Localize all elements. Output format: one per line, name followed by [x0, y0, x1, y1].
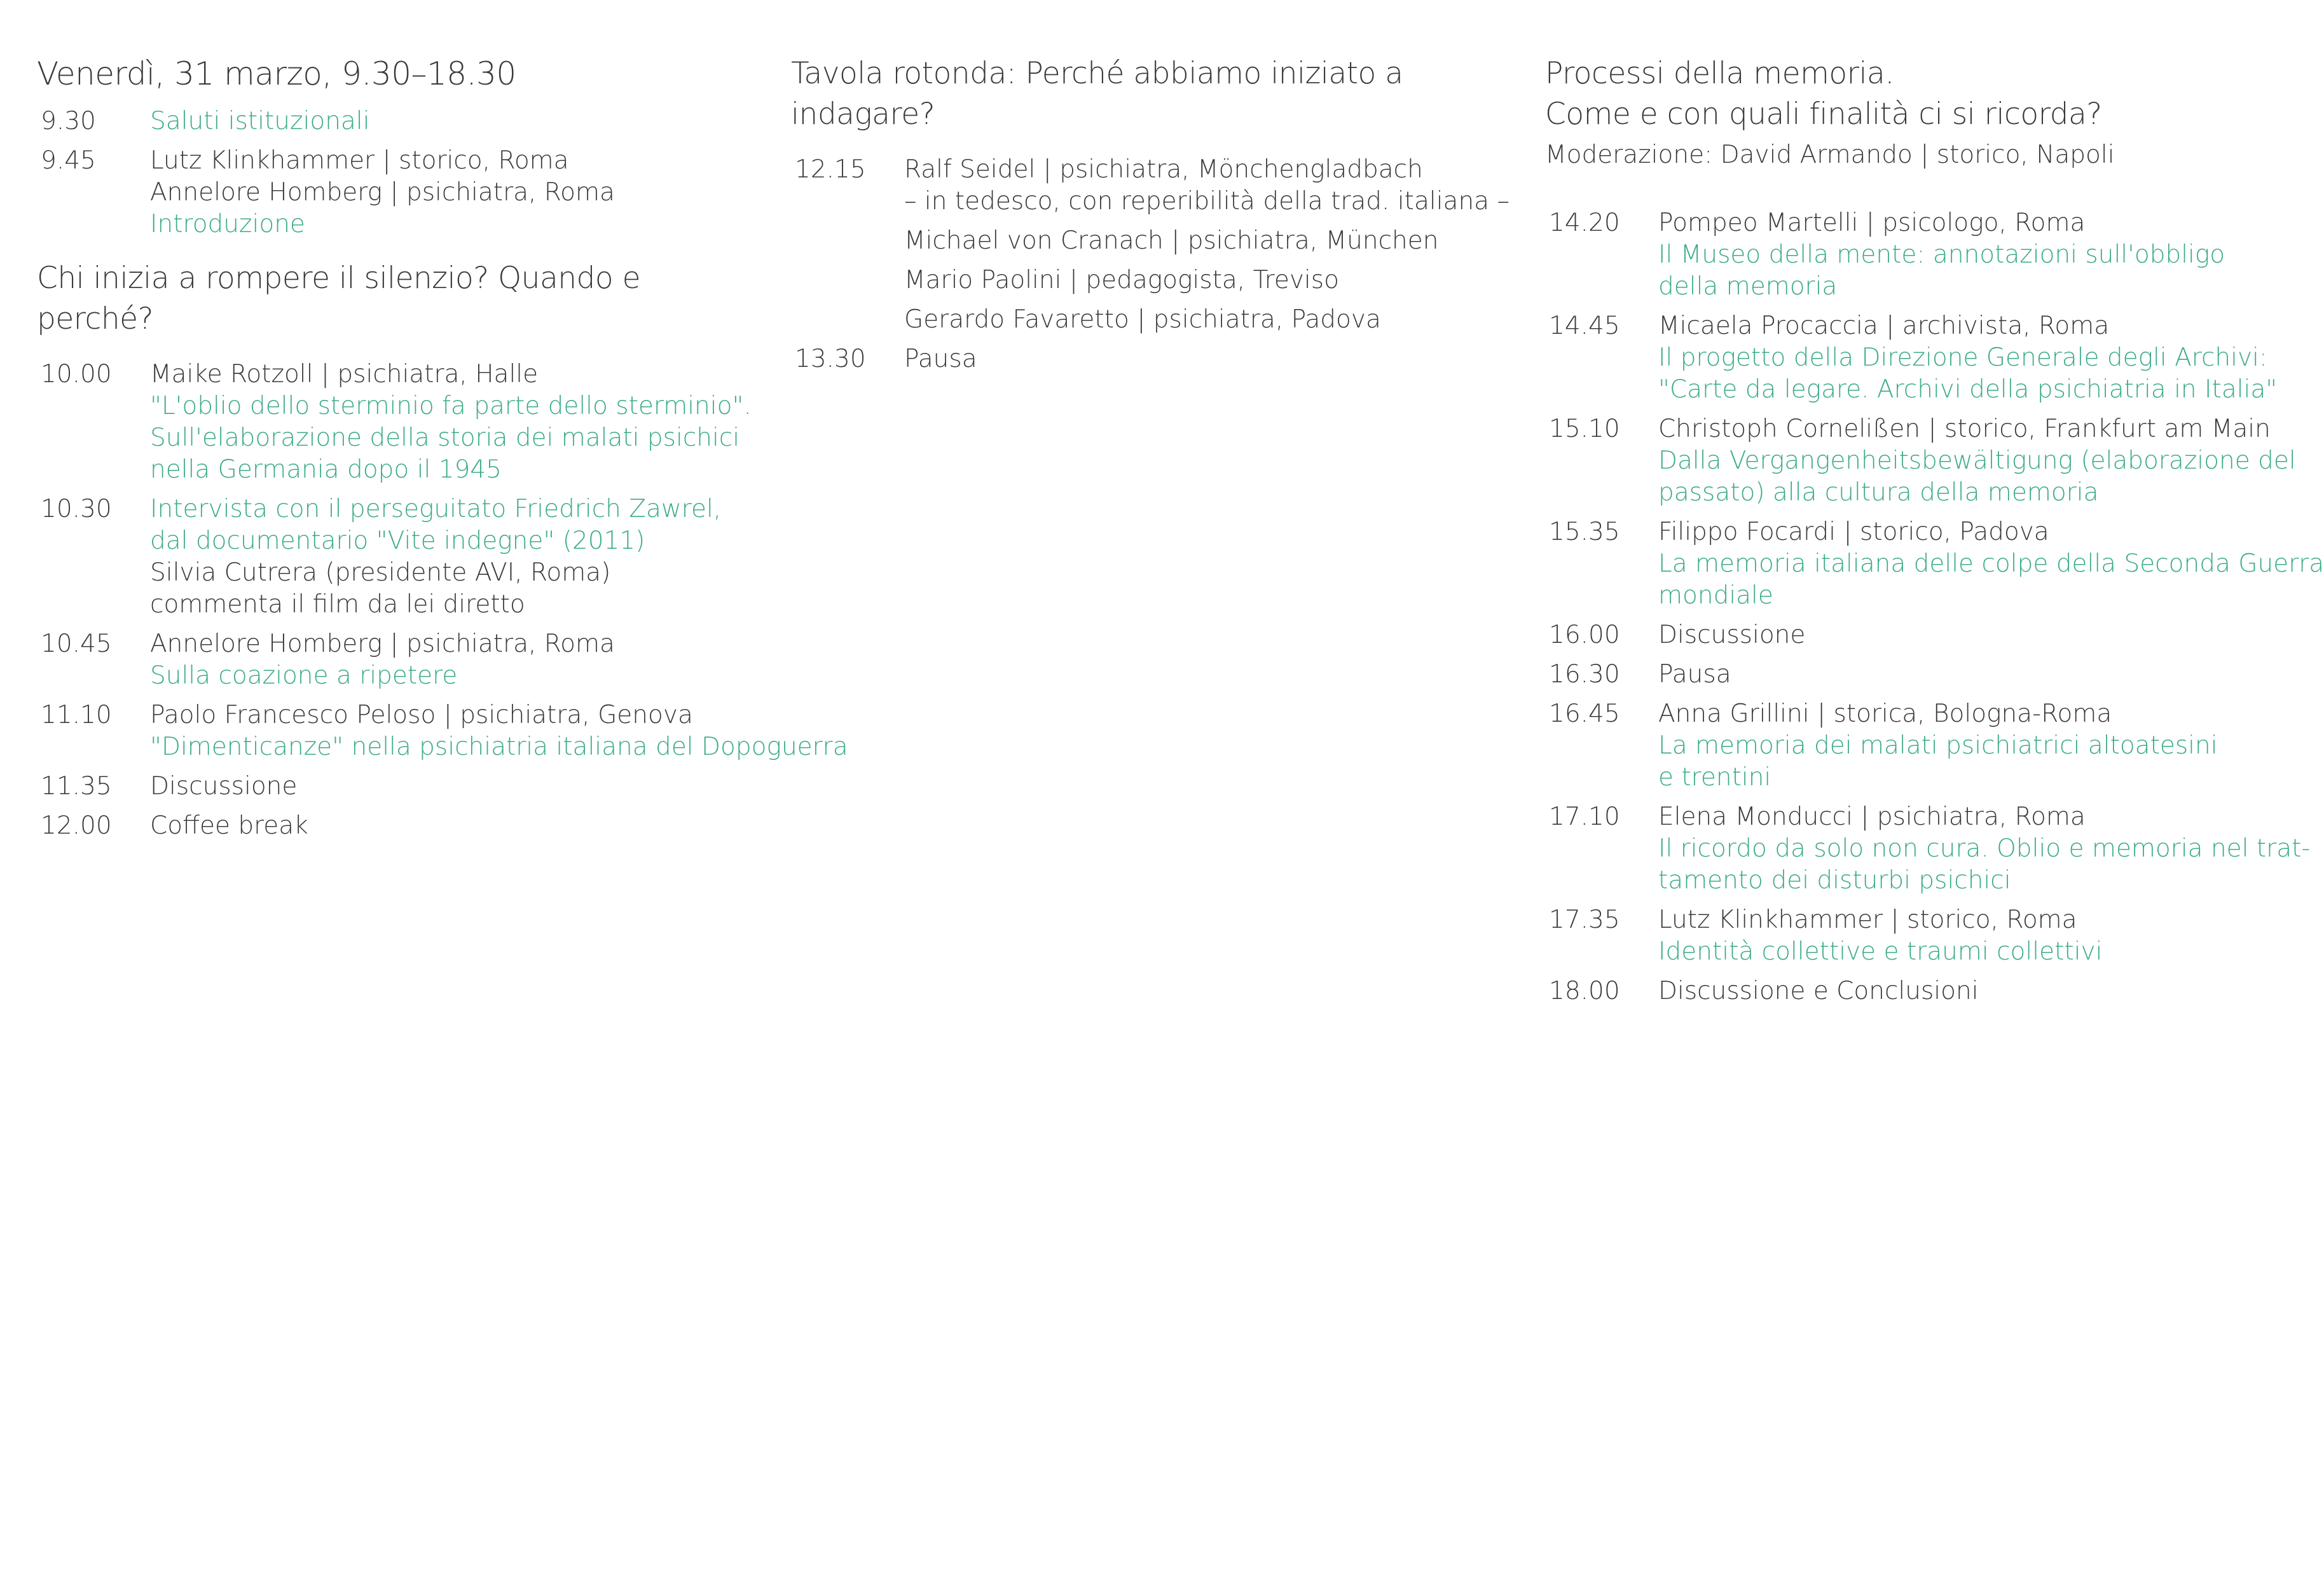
talk-title-line: "L'oblio dello sterminio fa parte dello sterminio". — [150, 392, 752, 420]
talk-title-line: e trentini — [1658, 763, 1771, 792]
schedule-entry — [1545, 659, 2219, 691]
talk-title-line: tamento dei disturbi psichici — [1658, 866, 2011, 895]
schedule-entry — [791, 265, 1509, 296]
schedule-entry — [37, 699, 848, 763]
entry-body — [904, 343, 1509, 375]
talk-title-line: Introduzione — [150, 210, 305, 238]
entry-time: 10.30 — [41, 495, 112, 523]
entry-body — [150, 493, 755, 621]
speaker-line: Pausa — [904, 345, 977, 373]
talk-title-line: Sulla coazione a ripetere — [150, 661, 458, 690]
opening-schedule — [37, 106, 755, 240]
column-round-table — [791, 53, 1509, 383]
talk-title-line: "Dimenticanze" nella psichiatria italiana del Dopoguerra — [150, 733, 848, 761]
entry-time: 16.00 — [1549, 621, 1620, 649]
talk-title-line: mondiale — [1658, 581, 1773, 610]
speaker-line: Pompeo Martelli | psicologo, Roma — [1658, 209, 2086, 237]
talk-title-line: passato) alla cultura della memoria — [1658, 478, 2099, 507]
entry-time: 17.35 — [1549, 906, 1620, 934]
talk-title-line: Il Museo della mente: annotazioni sull'obbligo — [1658, 240, 2225, 269]
round-table-title: Tavola rotonda: Perché abbiamo iniziato a indagare? — [791, 56, 1403, 132]
speaker-line: Coffee break — [150, 811, 308, 840]
entry-body — [1658, 207, 2225, 303]
entry-time: 15.35 — [1549, 518, 1620, 546]
schedule-entry — [37, 106, 755, 137]
entry-body — [1658, 619, 2219, 651]
schedule-entry — [791, 304, 1509, 336]
talk-title-line: Intervista con il perseguitato Friedrich Zawrel, — [150, 495, 722, 523]
entry-body — [1658, 516, 2324, 612]
speaker-line: Discussione — [1658, 621, 1806, 649]
entry-time: 14.20 — [1549, 209, 1620, 237]
memory-section-title-line2: Come e con quali finalità ci si ricorda? — [1545, 97, 2102, 132]
entry-time: 15.10 — [1549, 415, 1620, 443]
entry-time: 16.45 — [1549, 699, 1620, 728]
speaker-line: – in tedesco, con reperibilità della trad. italiana – — [904, 187, 1509, 216]
schedule-entry — [1545, 310, 2278, 406]
entry-body — [150, 145, 755, 240]
schedule-entry — [37, 145, 755, 240]
schedule-entry — [1545, 516, 2324, 612]
talk-title-line: Il ricordo da solo non cura. Oblio e memoria nel trat- — [1658, 834, 2311, 863]
schedule-entry — [1545, 801, 2311, 897]
speaker-line: Anna Grillini | storica, Bologna-Roma — [1658, 699, 2112, 728]
schedule-entry — [37, 810, 755, 842]
entry-body — [150, 699, 848, 763]
entry-body — [1658, 975, 2219, 1007]
entry-time: 11.10 — [41, 701, 112, 729]
schedule-entry — [1545, 207, 2225, 303]
speaker-line: Mario Paolini | pedagogista, Treviso — [904, 266, 1339, 294]
talk-title-line: Dalla Vergangenheitsbewältigung (elaborazione del — [1658, 446, 2296, 475]
schedule-entry — [791, 154, 1509, 217]
schedule-entry — [1545, 904, 2219, 968]
entry-time: 14.45 — [1549, 312, 1620, 340]
entry-time: 16.30 — [1549, 660, 1620, 689]
schedule-entry — [37, 493, 755, 621]
speaker-line: Christoph Cornelißen | storico, Frankfurt am Main — [1658, 415, 2271, 443]
entry-body — [904, 225, 1509, 257]
talk-title-line: Il progetto della Direzione Generale degli Archivi: — [1658, 343, 2268, 372]
afternoon-schedule — [1545, 207, 2324, 1007]
entry-body — [904, 304, 1509, 336]
speaker-line: Lutz Klinkhammer | storico, Roma — [150, 146, 569, 175]
speaker-line: Maike Rotzoll | psichiatra, Halle — [150, 360, 539, 389]
entry-time: 17.10 — [1549, 802, 1620, 831]
entry-body — [150, 106, 755, 137]
talk-title-line: La memoria dei malati psichiatrici altoatesini — [1658, 731, 2218, 760]
entry-time: 13.30 — [795, 345, 866, 373]
entry-time: 9.45 — [41, 146, 96, 175]
speaker-line: Ralf Seidel | psichiatra, Mönchengladbach — [904, 155, 1423, 184]
entry-body — [1658, 904, 2219, 968]
entry-body — [150, 359, 755, 486]
entry-body — [1658, 698, 2219, 794]
schedule-entry — [37, 771, 755, 802]
talk-title-line: Identità collettive e traumi collettivi — [1658, 937, 2103, 966]
entry-time: 12.00 — [41, 811, 112, 840]
entry-time: 11.35 — [41, 772, 112, 801]
speaker-line: Discussione e Conclusioni — [1658, 977, 1979, 1005]
morning-schedule — [37, 359, 848, 842]
speaker-line: Pausa — [1658, 660, 1731, 689]
schedule-entry — [791, 225, 1509, 257]
talk-title-line: della memoria — [1658, 272, 1838, 301]
entry-body — [150, 810, 755, 842]
schedule-entry — [37, 628, 755, 692]
entry-body — [150, 628, 755, 692]
speaker-line: Paolo Francesco Peloso | psichiatra, Genova — [150, 701, 693, 729]
memory-section-title-line1: Processi della memoria. — [1545, 56, 1894, 91]
talk-title-line: La memoria italiana delle colpe della Seconda Guerra — [1658, 549, 2324, 578]
section-title-silence: Chi inizia a rompere il silenzio? Quando e perché? — [37, 261, 640, 336]
entry-body — [1658, 310, 2277, 406]
round-table-schedule — [791, 154, 1509, 375]
speaker-line: Annelore Homberg | psichiatra, Roma — [150, 178, 615, 207]
schedule-entry — [1545, 413, 2296, 509]
entry-body — [1658, 801, 2310, 897]
speaker-line: Michael von Cranach | psichiatra, München — [904, 226, 1439, 255]
entry-time: 18.00 — [1549, 977, 1620, 1005]
speaker-line: Annelore Homberg | psichiatra, Roma — [150, 630, 615, 658]
day-title: Venerdì, 31 marzo, 9.30–18.30 — [37, 55, 516, 92]
entry-body — [1658, 659, 2219, 691]
entry-time: 12.15 — [795, 155, 866, 184]
entry-body — [904, 154, 1509, 217]
schedule-entry — [791, 343, 1509, 375]
schedule-entry — [1545, 619, 2219, 651]
speaker-line: Elena Monducci | psichiatra, Roma — [1658, 802, 2086, 831]
entry-time: 10.45 — [41, 630, 112, 658]
speaker-line: Micaela Procaccia | archivista, Roma — [1658, 312, 2110, 340]
entry-body — [1658, 413, 2296, 509]
speaker-line: Lutz Klinkhammer | storico, Roma — [1658, 906, 2077, 934]
schedule-entry — [37, 359, 755, 486]
speaker-line: Discussione — [150, 772, 298, 801]
schedule-entry — [1545, 698, 2219, 794]
speaker-line: Filippo Focardi | storico, Padova — [1658, 518, 2049, 546]
talk-title-line: Sull'elaborazione della storia dei malati psichici — [150, 424, 740, 452]
talk-title-line: Saluti istituzionali — [150, 107, 370, 135]
talk-title-line: "Carte da legare. Archivi della psichiatria in Italia" — [1658, 375, 2278, 404]
speaker-line: Silvia Cutrera (presidente AVI, Roma) — [150, 558, 611, 587]
moderation: Moderazione: David Armando | storico, Napoli — [1545, 141, 2115, 169]
schedule-entry — [1545, 975, 2219, 1007]
entry-body — [904, 265, 1509, 296]
column-afternoon — [1545, 53, 2324, 1015]
entry-time: 9.30 — [41, 107, 96, 135]
speaker-line: Gerardo Favaretto | psichiatra, Padova — [904, 305, 1381, 334]
entry-body — [150, 771, 755, 802]
talk-title-line: nella Germania dopo il 1945 — [150, 455, 502, 484]
entry-time: 10.00 — [41, 360, 112, 389]
speaker-line: commenta il film da lei diretto — [150, 590, 525, 619]
talk-title-line: dal documentario "Vite indegne" (2011) — [150, 527, 645, 555]
